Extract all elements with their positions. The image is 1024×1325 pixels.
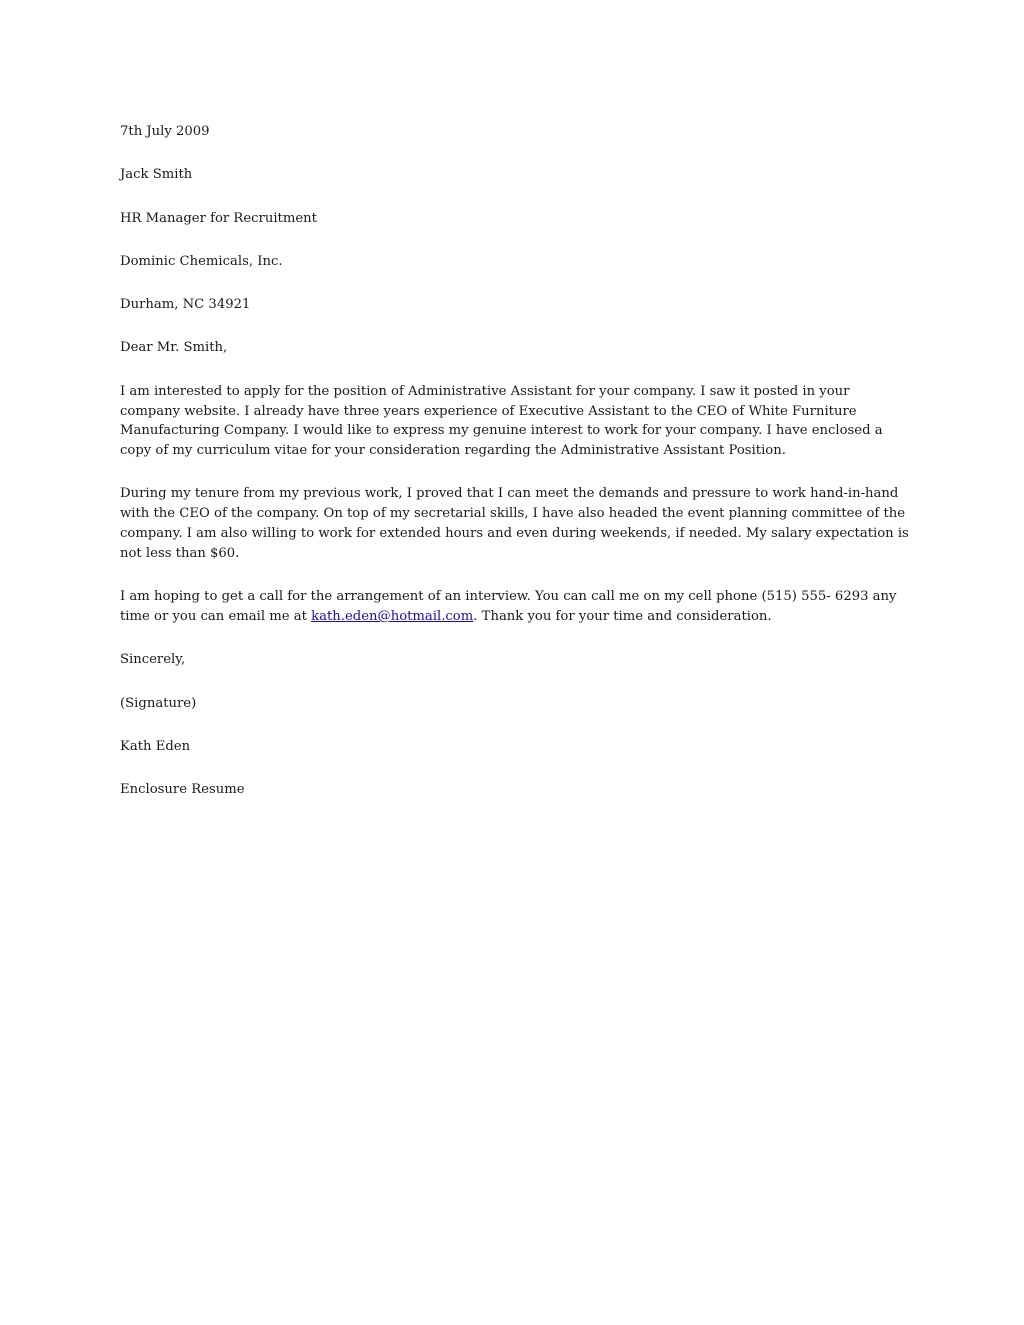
recipient-title: HR Manager for Recruitment — [120, 210, 317, 226]
sender-name: Kath Eden — [120, 738, 191, 754]
recipient-address: Durham, NC 34921 — [120, 297, 251, 313]
closing: Sincerely, — [120, 652, 186, 668]
email-link[interactable]: kath.eden@hotmail.com — [311, 608, 474, 624]
body-paragraph-2: During my tenure from my previous work, I proved that I can meet the demands and pressure to work hand-in-hand with the CEO of the company. On top of my secretarial skills, I have also headed the event planning committee of the company. I am also willing to work for extended hours and even during weekends, if needed. My salary expectation is not less than $60. — [120, 486, 909, 561]
body-paragraph-3 — [120, 587, 910, 627]
signature-placeholder: (Signature) — [120, 695, 197, 711]
cover-letter — [120, 122, 910, 823]
paragraph-3-text-end: . Thank you for your time and consideration. — [473, 608, 772, 624]
recipient-company: Dominic Chemicals, Inc. — [120, 253, 283, 269]
recipient-name: Jack Smith — [120, 167, 193, 183]
body-paragraph-1: I am interested to apply for the position of Administrative Assistant for your company. I saw it posted in your company website. I already have three years experience of Executive Assistant to the CEO of White Furniture Manufacturing Company. I would like to express my genuine interest to work for your company. I have enclosed a copy of my curriculum vitae for your consideration regarding the Administrative Assistant Position. — [120, 383, 883, 459]
paragraph-3-text-start: I am hoping to get a call for the arrangement of an interview. You can call me on my cell phone (515) 555- 6293 any time or you can email me at — [120, 589, 897, 624]
salutation: Dear Mr. Smith, — [120, 340, 228, 356]
enclosure-note: Enclosure Resume — [120, 782, 245, 798]
letter-date: 7th July 2009 — [120, 124, 210, 139]
